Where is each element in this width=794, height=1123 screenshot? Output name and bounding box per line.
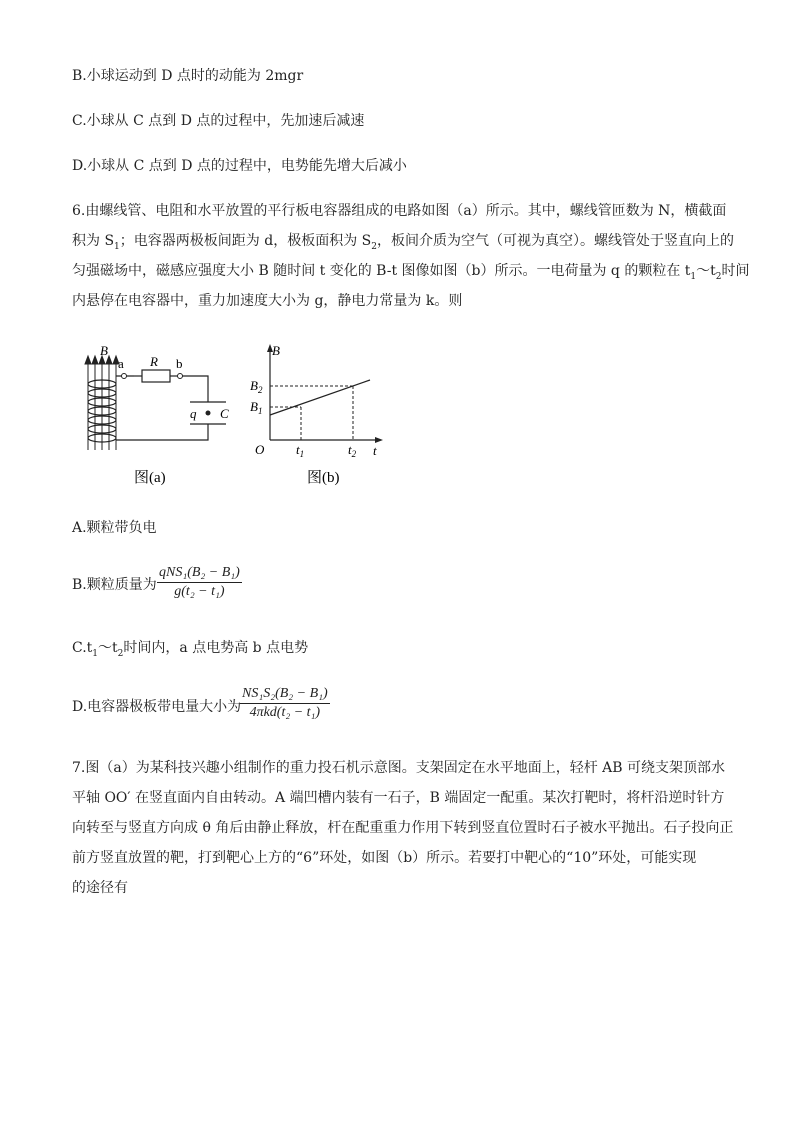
q7-line-1: 7.图（a）为某科技兴趣小组制作的重力投石机示意图。支架固定在水平地面上，轻杆 AB 可绕支架顶部水 [72, 760, 726, 776]
fig-a-label-a: a [118, 356, 124, 371]
q6-stem-line-3: 匀强磁场中，磁感应强度大小 B 随时间 t 变化的 B-t 图像如图（b）所示。一电荷量为 q 的颗粒在 $t_1\sim t_2$时间 [72, 263, 750, 282]
q5-option-c: C.小球从 C 点到 D 点的过程中，先加速后减速 [72, 113, 365, 129]
fig-b-origin: O [255, 442, 265, 457]
figure-b-graph [245, 340, 395, 490]
q6-option-c: $C.t_1\sim t_2$时间内，a 点电势高 b 点电势 [72, 640, 309, 659]
q6-option-a: A.颗粒带负电 [72, 520, 157, 536]
fig-b-label-B2: $B_2$ [250, 378, 263, 395]
q6-option-d-fraction [240, 686, 330, 721]
q6-option-d-denominator: 4πkd(t₂ − t₁) [249, 705, 321, 720]
terminal-b [178, 374, 183, 379]
fig-b-axis-B: B [272, 343, 280, 358]
q6-option-d-prefix: D.电容器极板带电量大小为 [72, 699, 242, 715]
q6-option-b-prefix: B.颗粒质量为 [72, 577, 157, 593]
q6-stem-line-2: 积为 $S_1$；电容器两极板间距为 d，极板面积为 $S_2$，板间介质为空气（可视为真空）。螺线管处于竖直向上的 [72, 233, 734, 252]
fig-a-label-B: B [100, 343, 108, 358]
terminal-a [122, 374, 127, 379]
fig-b-label-t1: $t_1$ [296, 442, 305, 459]
fig-a-label-q: q [190, 406, 197, 421]
figure-a-circuit [80, 340, 240, 490]
fig-b-axis-t: t [373, 443, 377, 458]
q5-option-b: B.小球运动到 D 点时的动能为 2mgr [72, 68, 304, 84]
fig-a-label-R: R [150, 354, 158, 369]
q7-line-5: 的途径有 [72, 880, 128, 896]
fig-b-label-t2: $t_2$ [348, 442, 357, 459]
fig-b-caption: 图(b) [307, 470, 340, 486]
q5-option-d: D.小球从 C 点到 D 点的过程中，电势能先增大后减小 [72, 158, 407, 174]
fig-a-caption: 图(a) [134, 470, 166, 486]
bt-line [270, 380, 370, 415]
resistor [142, 370, 170, 382]
q6-option-b-denominator: g(t₂ − t₁) [174, 584, 225, 599]
q7-line-4: 前方竖直放置的靶，打到靶心上方的“6”环处，如图（b）所示。若要打中靶心的“10”环处，可能实现 [72, 850, 697, 866]
q6-option-b-fraction [157, 565, 242, 600]
q6-stem-line-1: 6.由螺线管、电阻和水平放置的平行板电容器组成的电路如图（a）所示。其中，螺线管匝数为 N，横截面 [72, 203, 727, 219]
fig-a-label-b: b [176, 356, 183, 371]
q7-line-2: 平轴 OO′ 在竖直面内自由转动。A 端凹槽内装有一石子，B 端固定一配重。某次打靶时，将杆沿逆时针方 [72, 790, 725, 806]
fig-a-label-C: C [220, 406, 229, 421]
q6-stem-line-4: 内悬停在电容器中，重力加速度大小为 g，静电力常量为 k。则 [72, 293, 463, 309]
q7-line-3: 向转至与竖直方向成 θ 角后由静止释放，杆在配重重力作用下转到竖直位置时石子被水平抛出。石子投向正 [72, 820, 734, 836]
q6-option-d-numerator: NS₁S₂(B₂ − B₁) [240, 686, 330, 704]
particle-dot [206, 411, 211, 416]
q6-option-b-numerator: qNS₁(B₂ − B₁) [157, 565, 242, 583]
fig-b-label-B1: $B_1$ [250, 399, 263, 416]
